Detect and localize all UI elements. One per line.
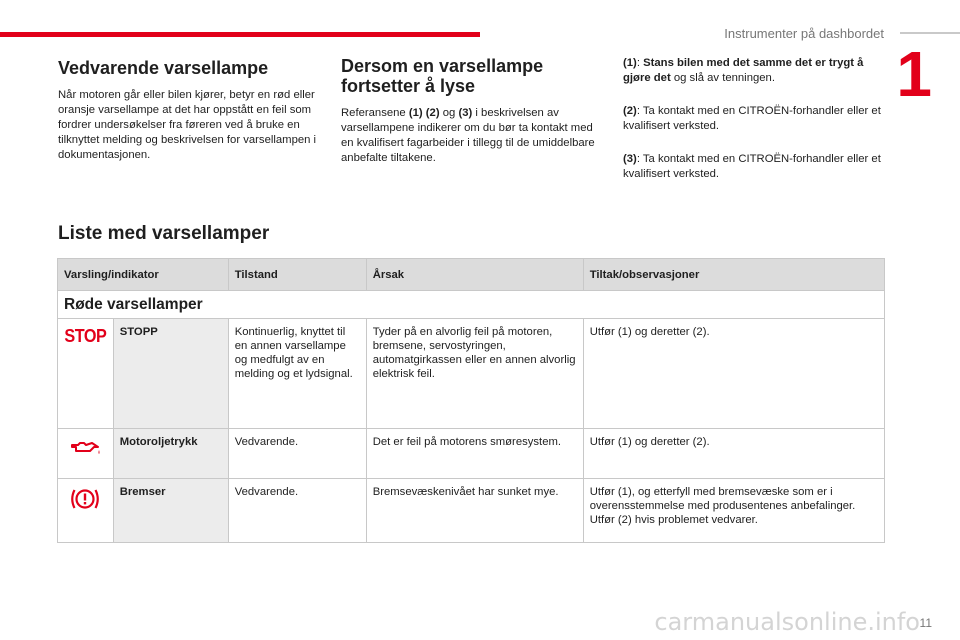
cause-cell: Det er feil på motorens smøresystem. — [366, 429, 583, 479]
table-row — [58, 479, 885, 543]
cause-cell: Tyder på en alvorlig feil på motoren, bremsene, servostyringen, automatgirkassen eller en annen alvorlig elektrisk feil. — [366, 319, 583, 429]
icon-cell — [58, 429, 114, 479]
warning-lamps-table — [57, 258, 885, 543]
column-header-state: Tilstand — [228, 259, 366, 291]
oil-can-icon — [68, 437, 102, 457]
section-row-red — [58, 291, 885, 319]
table-row — [58, 319, 885, 429]
section-title: Instrumenter på dashbordet — [724, 26, 884, 41]
state-cell: Vedvarende. — [228, 479, 366, 543]
state-cell: Vedvarende. — [228, 429, 366, 479]
intro-heading: Vedvarende varsellampe — [58, 58, 269, 78]
chapter-number: 1 — [896, 38, 932, 110]
icon-cell — [58, 319, 114, 429]
column-header-cause: Årsak — [366, 259, 583, 291]
indicator-name: Bremser — [113, 479, 228, 543]
action-cell: Utfør (1) og deretter (2). — [583, 429, 884, 479]
cause-cell: Bremsevæskenivået har sunket mye. — [366, 479, 583, 543]
legend-item-1: (1): Stans bilen med det samme det er trygt å gjøre det og slå av tenningen. — [623, 57, 864, 84]
reference-legend — [623, 56, 888, 200]
intro-body: Når motoren går eller bilen kjører, betyr en rød eller oransje varsellampe at det har oppstått en feil som fordrer undersøkelser fra føreren ved å bruke en tilknyttet melding og beskrivelsen for varsellampen i dokumentasjonen. — [58, 89, 317, 161]
references-column — [341, 56, 606, 166]
table-row — [58, 429, 885, 479]
table-header-row — [58, 259, 885, 291]
action-cell: Utfør (1), og etterfyll med bremsevæske som er i overensstemmelse med produsentenes anbefalinger. Utfør (2) hvis problemet vedvarer. — [583, 479, 884, 543]
icon-cell — [58, 479, 114, 543]
column-header-action: Tiltak/observasjoner — [583, 259, 884, 291]
action-cell: Utfør (1) og deretter (2). — [583, 319, 884, 429]
indicator-name: Motoroljetrykk — [113, 429, 228, 479]
chapter-divider — [900, 32, 960, 34]
stop-icon: STOP — [64, 326, 107, 346]
column-header-indicator: Varsling/indikator — [58, 259, 229, 291]
references-body: Referansene (1) (2) og (3) i beskrivelsen av varsellampene indikerer om du bør ta kontakt med en kvalifisert fagarbeider i tillegg til de umiddelbare anbefalte tiltakene. — [341, 107, 595, 164]
state-cell: Kontinuerlig, knyttet til en annen varsellampe og medfulgt av en melding og et lydsignal. — [228, 319, 366, 429]
warning-list-title: Liste med varsellamper — [58, 223, 270, 244]
section-title-red: Røde varsellamper — [58, 291, 885, 319]
legend-item-3: (3): Ta kontakt med en CITROËN-forhandler eller et kvalifisert verksted. — [623, 153, 881, 180]
watermark: carmanualsonline.info — [654, 608, 920, 636]
indicator-name: STOPP — [113, 319, 228, 429]
brake-warning-icon — [68, 485, 102, 513]
page-number: 11 — [919, 616, 932, 630]
intro-column — [58, 58, 320, 163]
references-heading: Dersom en varsellampe fortsetter å lyse — [341, 56, 544, 96]
top-accent-bar — [0, 32, 480, 37]
legend-item-2: (2): Ta kontakt med en CITROËN-forhandler eller et kvalifisert verksted. — [623, 105, 881, 132]
